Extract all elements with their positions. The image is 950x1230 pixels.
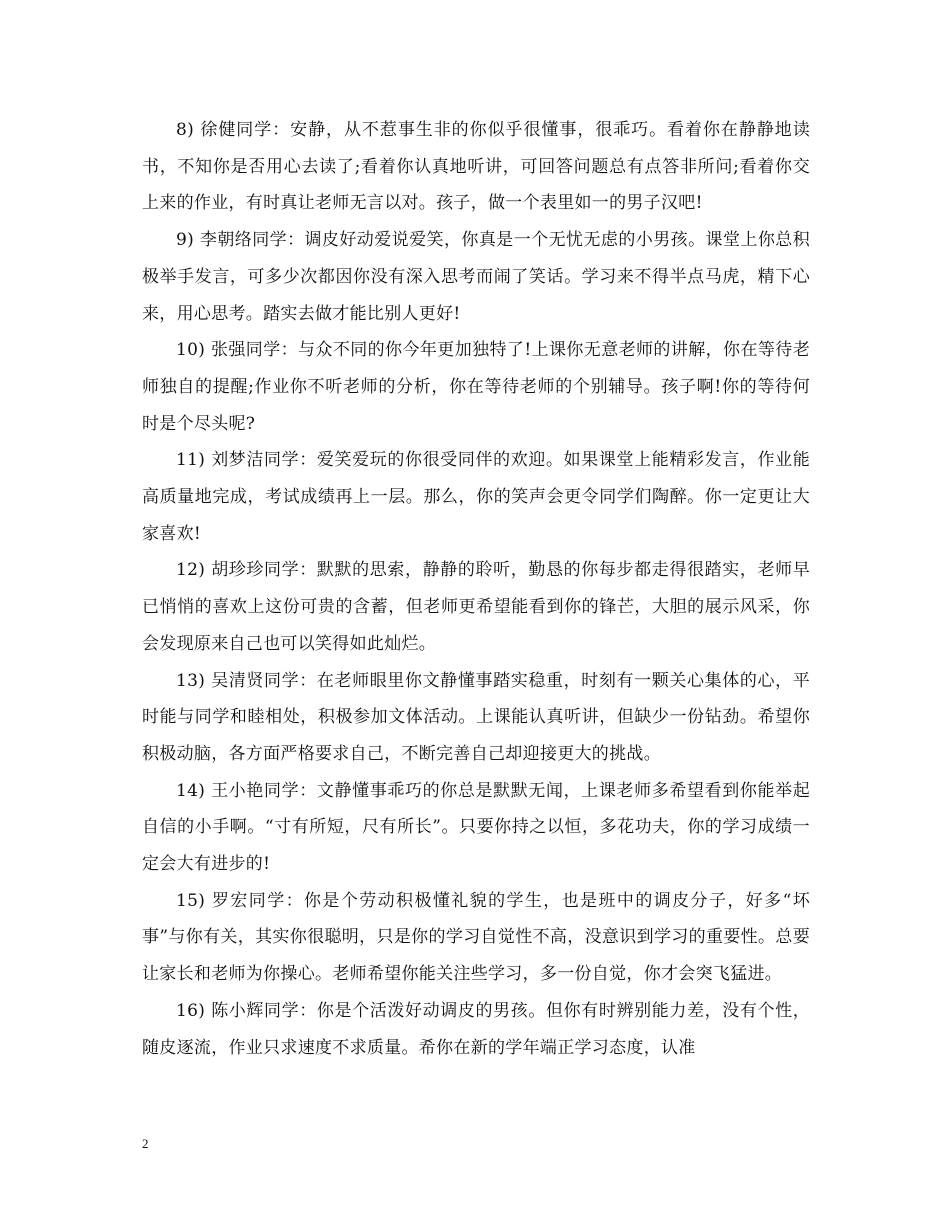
paragraph-comment-14: 14) 王小艳同学：文静懂事乖巧的你总是默默无闻，上课老师多希望看到你能举起自信的小手啊。“寸有所短，尺有所长”。只要你持之以恒，多花功夫，你的学习成绩一定会大有进步的! [142,780,810,875]
paragraph-comment-9: 9) 李朝络同学：调皮好动爱说爱笑，你真是一个无忧无虑的小男孩。课堂上你总积极举手发言，可多少次都因你没有深入思考而闹了笑话。学习来不得半点马虎，精下心来，用心思考。踏实去做才能比别人更好! [142,230,810,324]
paragraph-comment-13: 13) 吴清贤同学：在老师眼里你文静懂事踏实稳重，时刻有一颗关心集体的心，平时能与同学和睦相处，积极参加文体活动。上课能认真听讲，但缺少一份钻劲。希望你积极动脑，各方面严格要求自己，不断完善自己却迎接更大的挑战。 [142,670,810,764]
paragraph-comment-12: 12) 胡珍珍同学：默默的思索，静静的聆听，勤恳的你每步都走得很踏实，老师早已悄悄的喜欢上这份可贵的含蓄，但老师更希望能看到你的锋芒，大胆的展示风采，你会发现原来自己也可以笑得如此灿烂。 [142,560,810,654]
page-number: 2 [142,1136,149,1151]
paragraph-comment-8: 8) 徐健同学：安静，从不惹事生非的你似乎很懂事，很乖巧。看着你在静静地读书，不知你是否用心去读了;看着你认真地听讲，可回答问题总有点答非所问;看着你交上来的作业，有时真让老师无言以对。孩子，做一个表里如一的男子汉吧! [142,120,810,214]
document-body [142,112,810,1066]
paragraph-comment-16: 16) 陈小辉同学：你是个活泼好动调皮的男孩。但你有时辨别能力差，没有个性，随皮逐流，作业只求速度不求质量。希你在新的学年端正学习态度，认准 [142,1000,810,1058]
paragraph-comment-15: 15) 罗宏同学：你是个劳动积极懂礼貌的学生，也是班中的调皮分子，好多“坏事”与你有关，其实你很聪明，只是你的学习自觉性不高，没意识到学习的重要性。总要让家长和老师为你操心。老师希望你能关注些学习，多一份自觉，你才会突飞猛进。 [142,890,810,985]
paragraph-comment-11: 11) 刘梦洁同学：爱笑爱玩的你很受同伴的欢迎。如果课堂上能精彩发言，作业能高质量地完成，考试成绩再上一层。那么，你的笑声会更令同学们陶醉。你一定更让大家喜欢! [142,450,810,544]
paragraph-comment-10: 10) 张强同学：与众不同的你今年更加独特了!上课你无意老师的讲解，你在等待老师独自的提醒;作业你不听老师的分析，你在等待老师的个别辅导。孩子啊!你的等待何时是个尽头呢? [142,340,810,434]
